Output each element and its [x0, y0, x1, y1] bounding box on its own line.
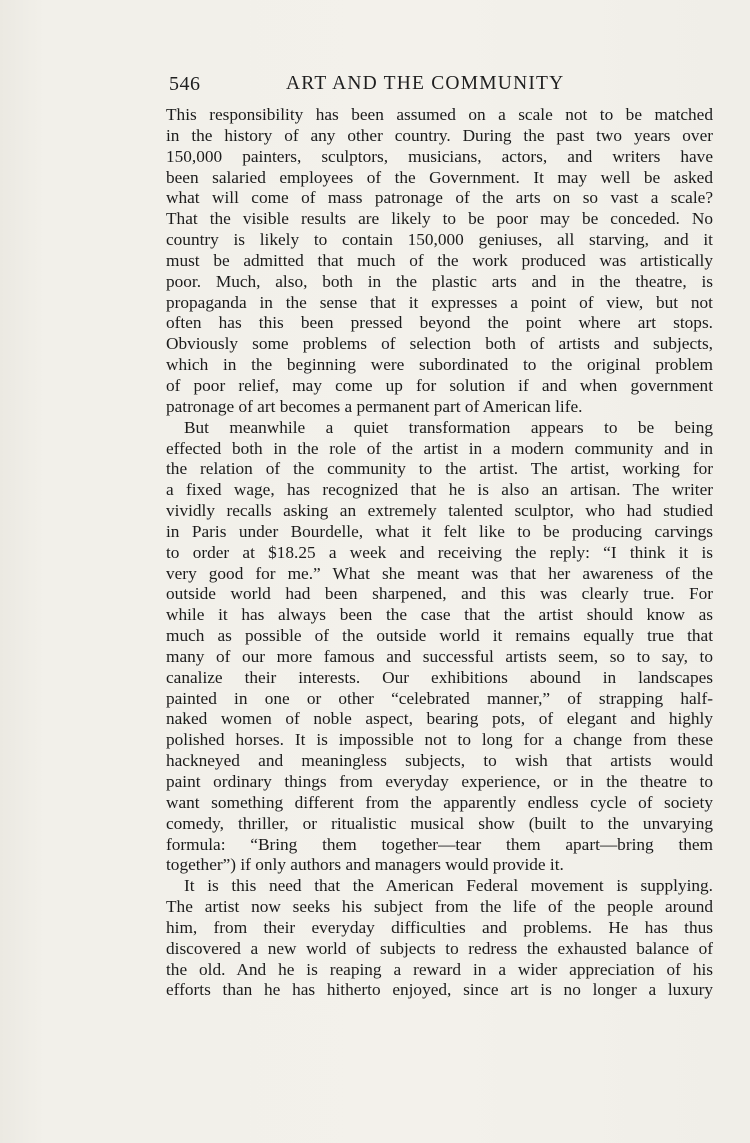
text-line: what will come of mass patronage of the arts on so vast a scale?	[166, 188, 713, 208]
text-line: vividly recalls asking an extremely talented sculptor, who had studied	[166, 501, 713, 521]
text-line: which in the beginning were subordinated to the original problem	[166, 355, 713, 375]
text-line: together”) if only authors and managers would provide it.	[166, 855, 564, 875]
text-line: of poor relief, may come up for solution if and when government	[166, 375, 713, 395]
text-line: poor. Much, also, both in the plastic arts and in the theatre, is	[166, 271, 713, 291]
paragraph	[166, 876, 713, 1001]
text-line: the relation of the community to the artist. The artist, working for	[166, 459, 713, 479]
text-line: propaganda in the sense that it expresses a point of view, but not	[166, 292, 713, 312]
text-line: many of our more famous and successful artists seem, so to say, to	[166, 646, 713, 666]
text-line: in Paris under Bourdelle, what it felt like to be producing carvings	[166, 521, 713, 541]
page-number: 546	[169, 73, 201, 95]
text-line: want something different from the apparently endless cycle of society	[166, 792, 713, 812]
text-line: often has this been pressed beyond the point where art stops.	[166, 313, 713, 333]
text-line: This responsibility has been assumed on a scale not to be matched	[166, 105, 713, 124]
text-line: comedy, thriller, or ritualistic musical show (built to the unvarying	[166, 813, 713, 833]
text-line: The artist now seeks his subject from the life of the people around	[166, 897, 713, 917]
text-line: discovered a new world of subjects to redress the exhausted balance of	[166, 938, 713, 958]
paragraph	[166, 418, 713, 877]
text-line: outside world had been sharpened, and this was clearly true. For	[166, 584, 713, 604]
text-line: It is this need that the American Federal movement is supplying.	[184, 876, 713, 896]
text-line: naked women of noble aspect, bearing pots, of elegant and highly	[166, 709, 713, 729]
text-line: must be admitted that much of the work produced was artistically	[166, 250, 713, 270]
text-line: country is likely to contain 150,000 geniuses, all starving, and it	[166, 230, 713, 250]
text-line: painted in one or other “celebrated manner,” of strapping half-	[166, 688, 713, 708]
text-line: But meanwhile a quiet transformation appears to be being	[184, 417, 713, 437]
paragraph	[166, 105, 713, 418]
text-line: patronage of art becomes a permanent part of American life.	[166, 396, 583, 416]
text-line: polished horses. It is impossible not to long for a change from these	[166, 730, 713, 750]
text-line: much as possible of the outside world it remains equally true that	[166, 626, 713, 646]
running-head: ART AND THE COMMUNITY	[286, 73, 565, 94]
text-line: while it has always been the case that the artist should know as	[166, 605, 713, 625]
text-line: canalize their interests. Our exhibitions abound in landscapes	[166, 667, 713, 687]
text-line: paint ordinary things from everyday experience, or in the theatre to	[166, 772, 713, 791]
text-line: hackneyed and meaningless subjects, to wish that artists would	[166, 751, 713, 771]
text-line: effected both in the role of the artist in a modern community and in	[166, 438, 713, 458]
text-line: efforts than he has hitherto enjoyed, since art is no longer a luxury	[166, 980, 713, 1000]
page-header	[169, 73, 712, 97]
text-line: in the history of any other country. During the past two years over	[166, 125, 713, 145]
text-line: the old. And he is reaping a reward in a wider appreciation of his	[166, 959, 713, 979]
text-line: formula: “Bring them together—tear them apart—bring them	[166, 834, 713, 854]
text-line: him, from their everyday difficulties and problems. He has thus	[166, 917, 713, 937]
text-line: to order at $18.25 a week and receiving the reply: “I think it is	[166, 542, 713, 562]
body-text	[166, 105, 713, 1001]
text-line: Obviously some problems of selection both of artists and subjects,	[166, 334, 713, 354]
text-line: been salaried employees of the Government. It may well be asked	[166, 167, 713, 187]
text-line: a fixed wage, has recognized that he is also an artisan. The writer	[166, 480, 713, 500]
text-line: very good for me.” What she meant was that her awareness of the	[166, 563, 713, 583]
text-line: That the visible results are likely to be poor may be conceded. No	[166, 209, 713, 229]
text-line: 150,000 painters, sculptors, musicians, actors, and writers have	[166, 146, 713, 166]
